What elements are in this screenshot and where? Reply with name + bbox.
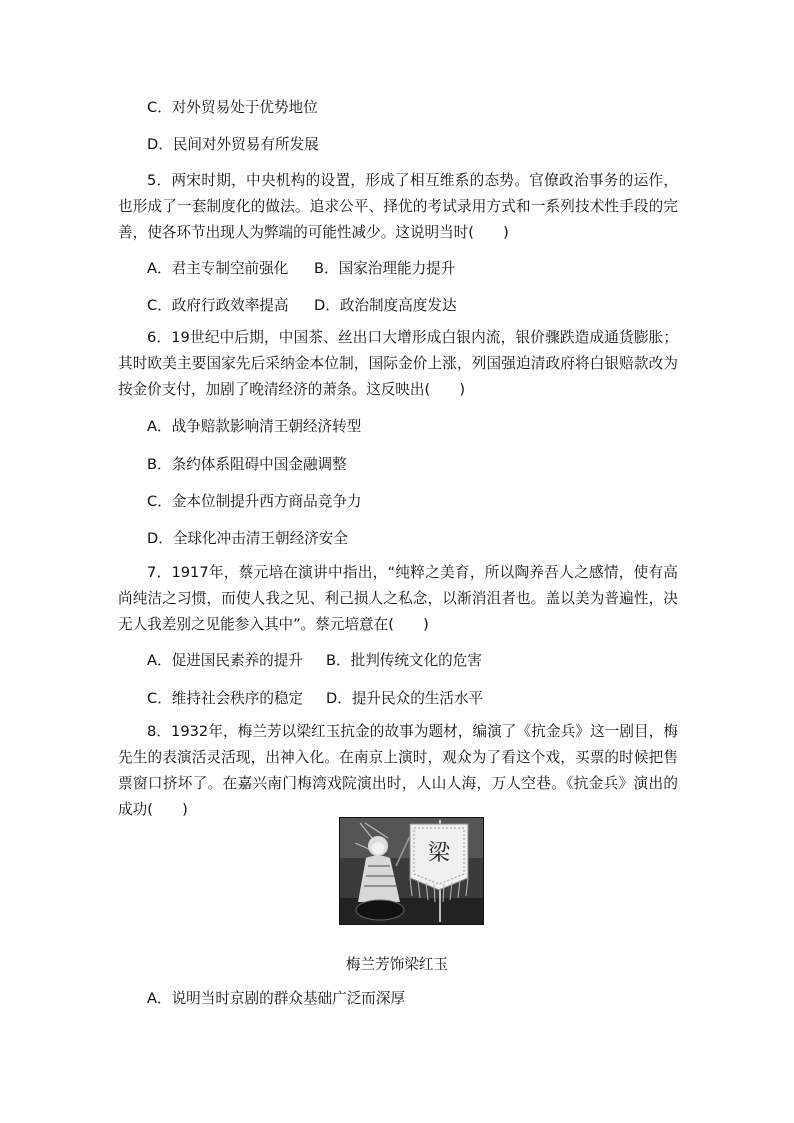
q7-option-b: B．批判传统文化的危害 xyxy=(326,652,482,669)
question-8-stem: 8．1932年，梅兰芳以梁红玉抗金的故事为题材，编演了《抗金兵》这一剧目，梅先生的表演活灵活现，出神入化。在南京上演时，观众为了看这个戏，买票的时候把售票窗口挤坏了。在嘉兴南门梅湾戏院演出时，人山人海，万人空巷。《抗金兵》演出的成功( ) xyxy=(118,723,678,818)
opera-photo xyxy=(339,817,484,925)
mei-lanfang-photo-illustration xyxy=(340,818,483,924)
q6-option-a: A．战争赔款影响清王朝经济转型 xyxy=(147,418,362,435)
q5-option-a: A．君主专制空前强化 xyxy=(147,260,289,277)
q7-option-d: D．提升民众的生活水平 xyxy=(326,690,484,707)
q6-option-b: B．条约体系阻碍中国金融调整 xyxy=(147,456,347,473)
q8-option-a: A．说明当时京剧的群众基础广泛而深厚 xyxy=(147,990,406,1007)
question-5-stem: 5．两宋时期，中央机构的设置，形成了相互维系的态势。官僚政治事务的运作，也形成了一套制度化的做法。追求公平、择优的考试录用方式和一系列技术性手段的完善，使各环节出现人为弊端的可能性减少。这说明当时( ) xyxy=(118,172,678,241)
q7-option-c: C．维持社会秩序的稳定 xyxy=(147,690,304,707)
question-7-stem: 7．1917年，蔡元培在演讲中指出，“纯粹之美育，所以陶养吾人之感情，使有高尚纯洁之习惯，而使人我之见、利己损人之私念，以渐消沮者也。盖以美为普遍性，决无人我差别之见能参入其中”。蔡元培意在( ) xyxy=(118,564,678,633)
q4-option-c: C．对外贸易处于优势地位 xyxy=(147,99,318,116)
q6-option-c: C．金本位制提升西方商品竞争力 xyxy=(147,493,362,510)
banner-character: 梁 xyxy=(427,841,451,866)
photo-caption: 梅兰芳饰梁红玉 xyxy=(345,956,449,973)
q7-option-a: A．促进国民素养的提升 xyxy=(147,652,303,669)
q5-option-c: C．政府行政效率提高 xyxy=(147,297,289,314)
q4-option-d: D．民间对外贸易有所发展 xyxy=(147,136,319,153)
question-6-stem: 6．19世纪中后期，中国茶、丝出口大增形成白银内流，银价骤跌造成通货膨胀；其时欧美主要国家先后采纳金本位制，国际金价上涨，列国强迫清政府将白银赔款改为按金价支付，加剧了晚清经济的萧条。这反映出( ) xyxy=(118,329,678,398)
q5-option-b: B．国家治理能力提升 xyxy=(314,260,456,277)
q6-option-d: D．全球化冲击清王朝经济安全 xyxy=(147,530,348,547)
q5-option-d: D．政治制度高度发达 xyxy=(314,297,457,314)
